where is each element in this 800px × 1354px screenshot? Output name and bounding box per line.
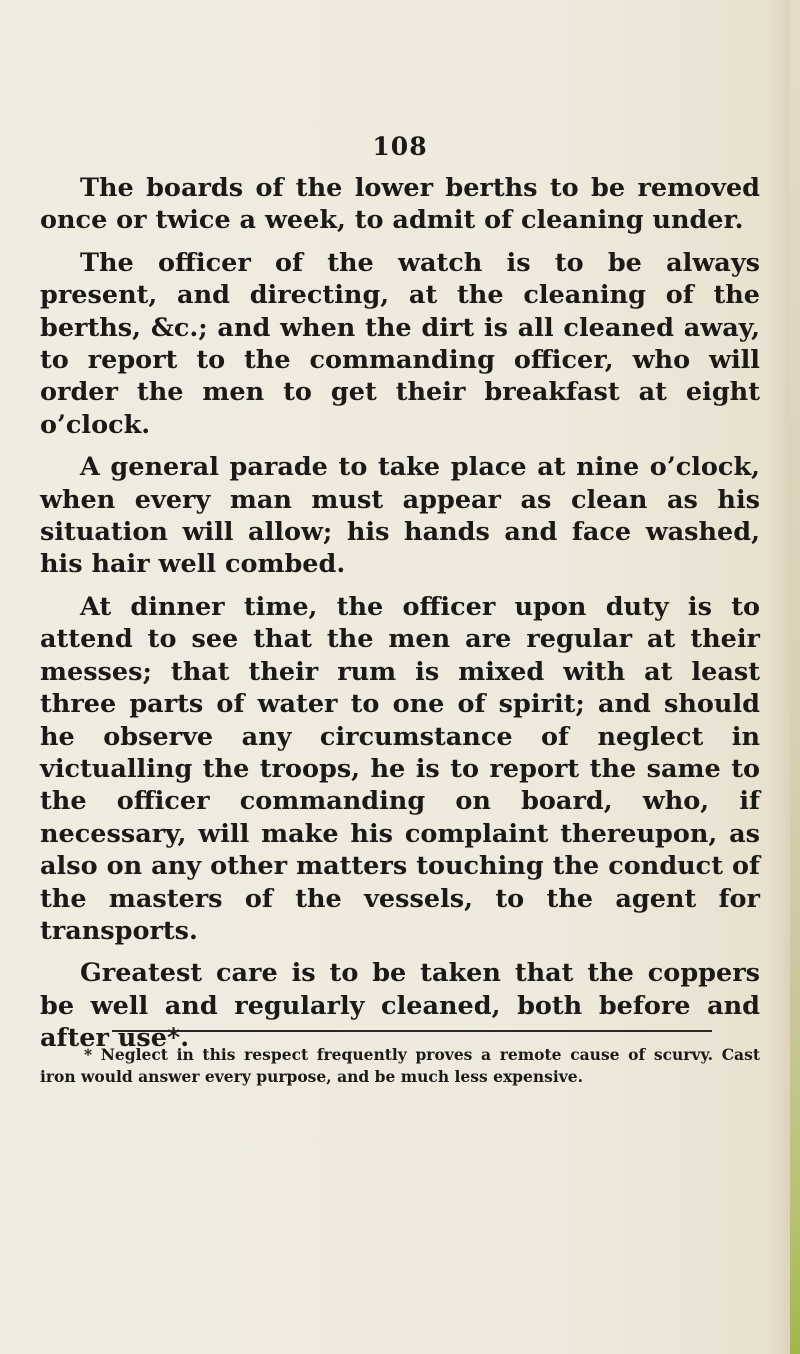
footnote: * Neglect in this respect frequently proves a remote cause of scurvy. Cast iron would answer every purpose, and be much less expensive. <box>40 1045 760 1086</box>
page-edge <box>790 0 800 1354</box>
paragraph-dinner-time: At dinner time, the officer upon duty is to attend to see that the men are regular at their messes; that their rum is mixed with at least three parts of water to one of spirit; and should he observe any circumstance of neglect in victualling the troops, he is to report the same to the officer commanding on board, who, if necessary, will make his complaint thereupon, as also on any other matters touching the conduct of the masters of the vessels, to the agent for transports. <box>40 591 760 946</box>
paragraph-officer-of-watch: The officer of the watch is to be always present, and directing, at the cleaning of the berths, &c.; and when the dirt is all cleaned away, to report to the commanding officer, who will order the men to get their breakfast at eight o’clock. <box>40 247 760 440</box>
page-number: 108 <box>372 132 428 161</box>
paragraph-coppers: Greatest care is to be taken that the coppers be well and regularly cleaned, both before and after use*. <box>40 958 760 1054</box>
footnote-divider <box>112 1030 712 1032</box>
paragraph-general-parade: A general parade to take place at nine o’clock, when every man must appear as clean as his situation will allow; his hands and face washed, his hair well combed. <box>40 452 760 580</box>
paragraph-boards: The boards of the lower berths to be removed once or twice a week, to admit of cleaning under. <box>40 173 760 236</box>
body-text <box>40 172 760 1065</box>
